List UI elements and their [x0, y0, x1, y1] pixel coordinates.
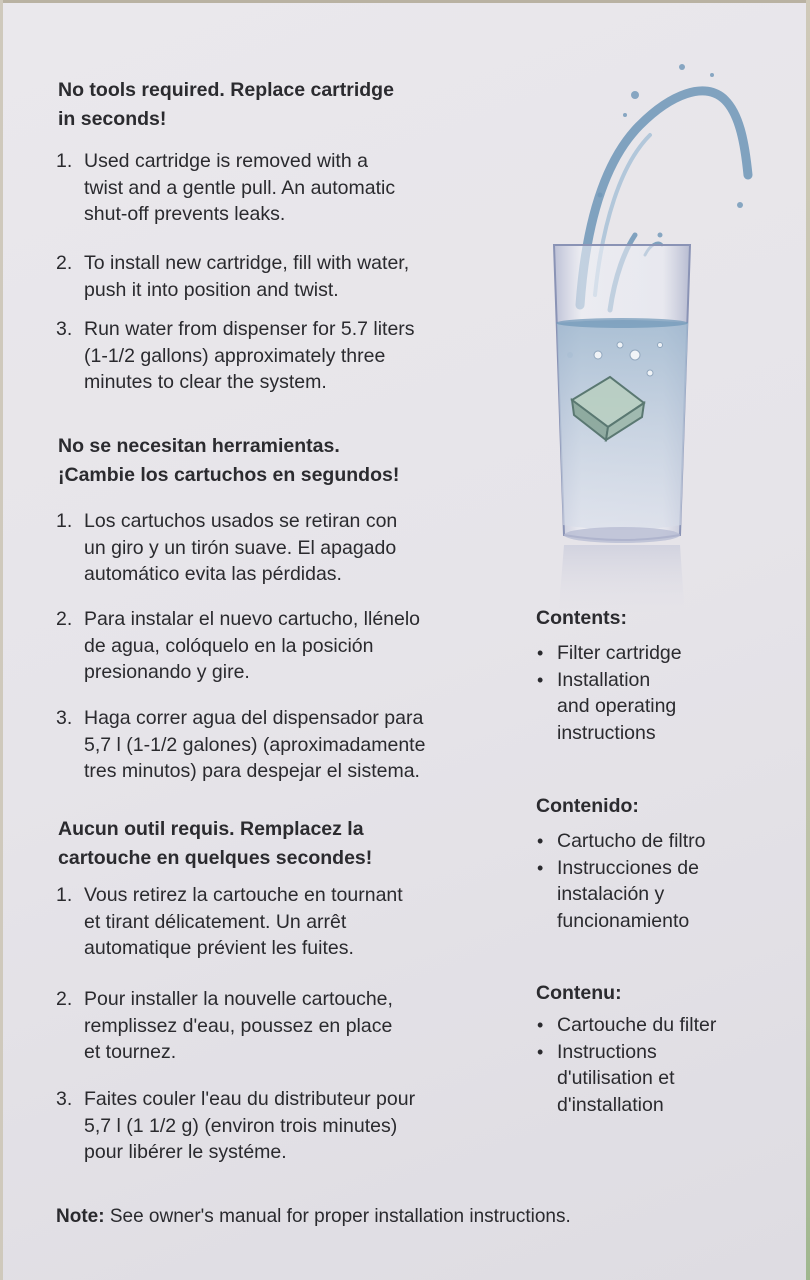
contenu-item: • Instructions d'utilisation et d'installation — [537, 1040, 675, 1116]
glass-base — [564, 527, 680, 543]
spanish-step-3: 3. Haga correr agua del dispensador para 5,7 l (1-1/2 galones) (aproximadamente tres minutos) para despejar el sistema. — [56, 707, 426, 782]
contents-title: Contents: — [536, 607, 627, 629]
english-title: No tools required. Replace cartridge in seconds! — [58, 79, 394, 130]
spanish-step-2: 2. Para instalar el nuevo cartucho, llénelo de agua, colóquelo en la posición presionando y gire. — [56, 608, 421, 683]
contents-item: • Filter cartridge — [537, 642, 682, 664]
french-title: Aucun outil requis. Remplacez la cartouche en quelques secondes! — [58, 818, 373, 869]
water-glass-splash-illustration — [540, 55, 770, 625]
contenido-item: • Cartucho de filtro — [537, 830, 706, 852]
english-step-3: 3. Run water from dispenser for 5.7 liters (1-1/2 gallons) approximately three minutes to clear the system. — [56, 318, 415, 393]
note-text: See owner's manual for proper installation instructions. — [104, 1206, 571, 1227]
contenido-list — [537, 828, 787, 934]
contenu-title: Contenu: — [536, 982, 622, 1004]
contents-item: • Installation and operating instructions — [537, 668, 677, 744]
english-step-1: 1. Used cartridge is removed with a twist and a gentle pull. An automatic shut-off prevents leaks. — [56, 150, 396, 225]
spanish-step-1: 1. Los cartuchos usados se retiran con un giro y un tirón suave. El apagado automático evita las pérdidas. — [56, 510, 398, 585]
contenido-item: • Instrucciones de instalación y funcionamiento — [537, 856, 699, 932]
contenu-item: • Cartouche du filter — [537, 1014, 717, 1036]
contenu-list — [537, 1012, 787, 1118]
water-surface — [556, 318, 688, 328]
box-edge-top — [0, 0, 810, 3]
spanish-title: No se necesitan herramientas. ¡Cambie los cartuchos en segundos! — [58, 435, 400, 486]
footer-note — [56, 1204, 571, 1230]
contenido-title: Contenido: — [536, 795, 639, 817]
contents-list — [537, 640, 787, 746]
box-edge-right — [806, 0, 810, 1280]
french-step-3: 3. Faites couler l'eau du distributeur pour 5,7 l (1 1/2 g) (environ trois minutes) pour libérer le systéme. — [56, 1088, 416, 1163]
note-label: Note: — [56, 1206, 105, 1227]
english-step-2: 2. To install new cartridge, fill with water, push it into position and twist. — [56, 252, 410, 301]
french-step-2: 2. Pour installer la nouvelle cartouche, remplissez d'eau, poussez en place et tournez. — [56, 988, 393, 1063]
box-edge-left — [0, 0, 3, 1280]
french-step-1: 1. Vous retirez la cartouche en tournant et tirant délicatement. Un arrêt automatique prévient les fuites. — [56, 884, 403, 959]
